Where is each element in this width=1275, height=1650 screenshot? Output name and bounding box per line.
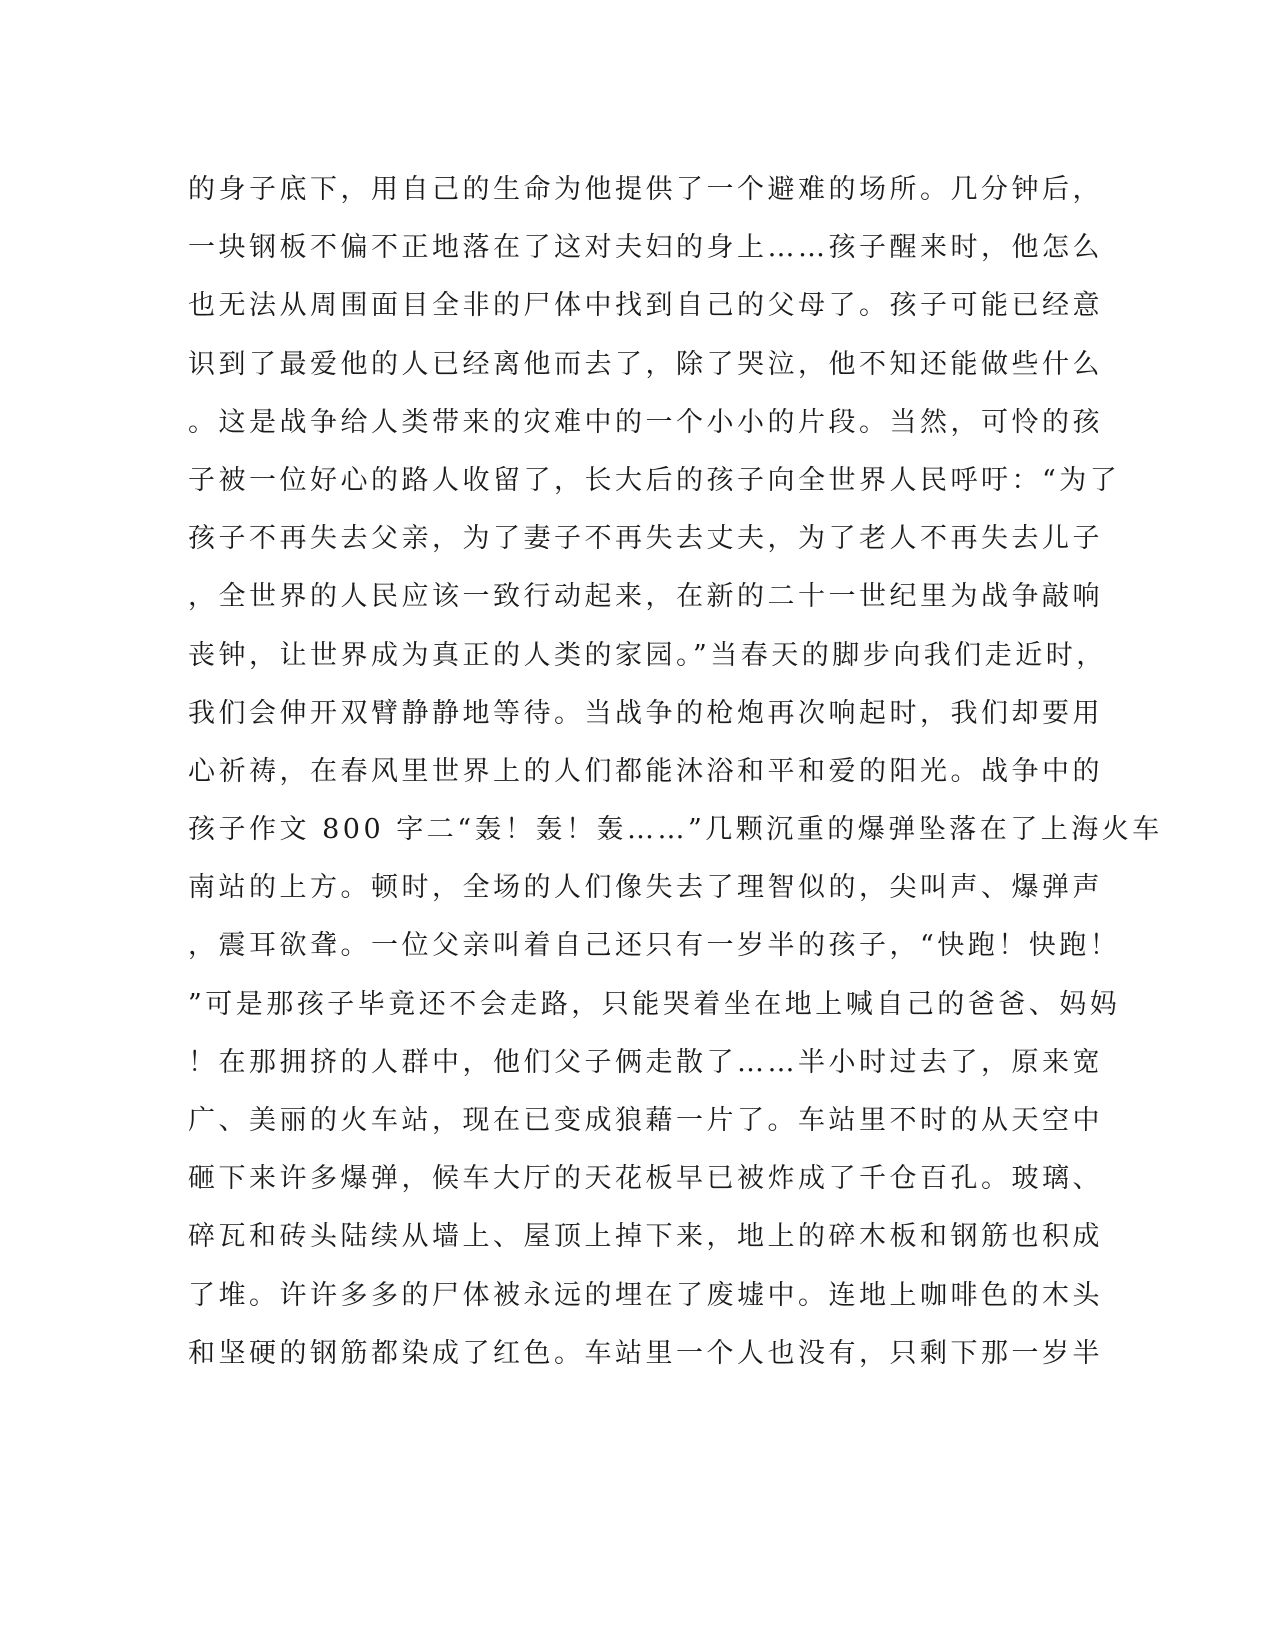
text-line: 识到了最爱他的人已经离他而去了，除了哭泣，他不知还能做些什么	[188, 348, 1103, 380]
text-line: 子被一位好心的路人收留了，长大后的孩子向全世界人民呼吁：“为了	[188, 464, 1121, 496]
text-line: 南站的上方。顿时，全场的人们像失去了理智似的，尖叫声、爆弹声	[188, 872, 1103, 904]
text-line: 碎瓦和砖头陆续从墙上、屋顶上掉下来，地上的碎木板和钢筋也积成	[188, 1221, 1103, 1253]
text-line: 我们会伸开双臂静静地等待。当战争的枪炮再次响起时，我们却要用	[188, 697, 1103, 729]
text-line: 砸下来许多爆弹，候车大厅的天花板早已被炸成了千仓百孔。玻璃、	[188, 1163, 1103, 1195]
text-line: 和坚硬的钢筋都染成了红色。车站里一个人也没有，只剩下那一岁半	[188, 1337, 1103, 1369]
text-line: 丧钟，让世界成为真正的人类的家园。”当春天的脚步向我们走近时，	[188, 639, 1107, 671]
text-line: ！在那拥挤的人群中，他们父子俩走散了……半小时过去了，原来宽	[188, 1046, 1103, 1078]
text-line: ”可是那孩子毕竟还不会走路，只能哭着坐在地上喊自己的爸爸、妈妈	[188, 988, 1121, 1020]
text-line: 了堆。许许多多的尸体被永远的埋在了废墟中。连地上咖啡色的木头	[188, 1279, 1103, 1311]
text-line: 广、美丽的火车站，现在已变成狼藉一片了。车站里不时的从天空中	[188, 1105, 1103, 1136]
text-line: 孩子不再失去父亲，为了妻子不再失去丈夫，为了老人不再失去儿子	[188, 523, 1103, 555]
body-text	[188, 161, 1163, 1383]
text-line: 也无法从周围面目全非的尸体中找到自己的父母了。孩子可能已经意	[188, 290, 1103, 322]
text-line: ，震耳欲聋。一位父亲叫着自己还只有一岁半的孩子，“快跑！快跑！	[188, 930, 1121, 962]
text-line: 心祈祷，在春风里世界上的人们都能沐浴和平和爱的阳光。战争中的	[188, 755, 1103, 787]
text-line: 。这是战争给人类带来的灾难中的一个小小的片段。当然，可怜的孩	[188, 406, 1103, 438]
text-line: 的身子底下，用自己的生命为他提供了一个避难的场所。几分钟后，	[188, 174, 1103, 205]
text-line: ，全世界的人民应该一致行动起来，在新的二十一世纪里为战争敲响	[188, 581, 1103, 613]
text-line: 孩子作文 800 字二“轰！轰！轰……”几颗沉重的爆弹坠落在了上海火车	[188, 814, 1163, 846]
text-line: 一块钢板不偏不正地落在了这对夫妇的身上……孩子醒来时，他怎么	[188, 232, 1103, 264]
